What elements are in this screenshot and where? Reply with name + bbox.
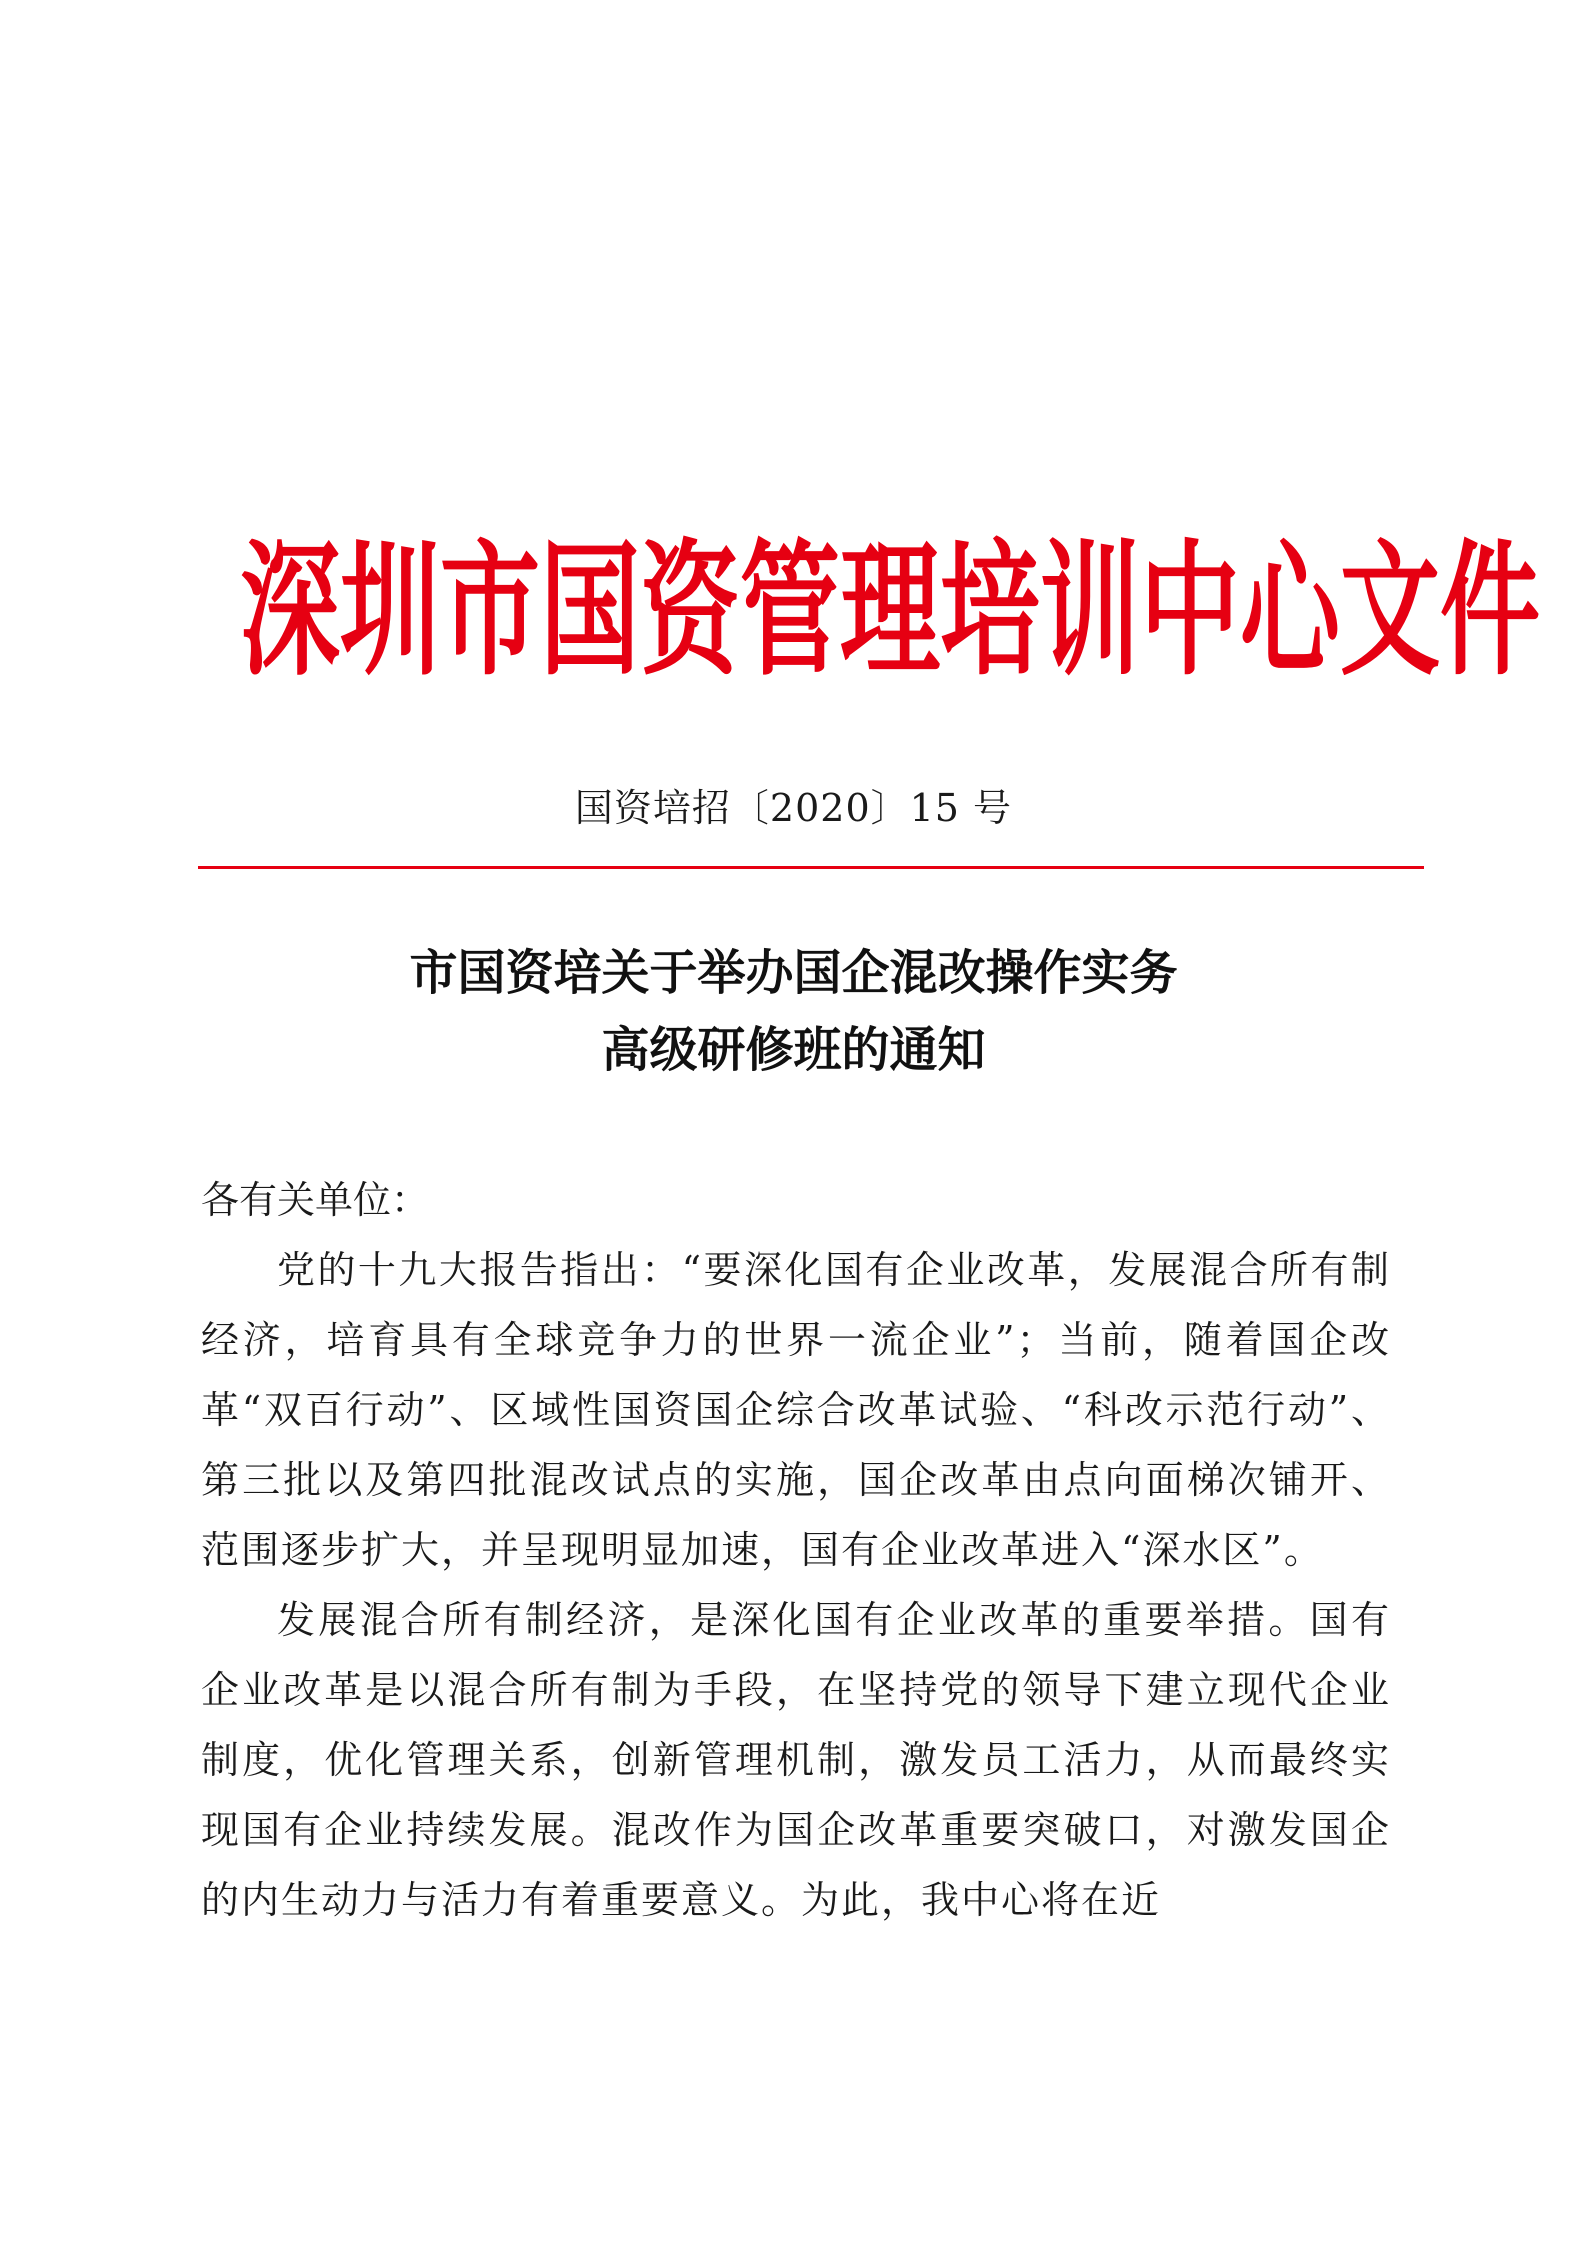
notice-title-line-2: 高级研修班的通知 <box>601 1022 986 1078</box>
body-paragraph-2: 发展混合所有制经济，是深化国有企业改革的重要举措。国有企业改革是以混合所有制为手段，在坚持党的领导下建立现代企业制度，优化管理关系，创新管理机制，激发员工活力，从而最终实现国有企业持续发展。混改作为国企改革重要突破口，对激发国企的内生动力与活力有着重要意义。为此，我中心将在近 <box>201 1598 1391 1922</box>
notice-body <box>201 1165 1391 1935</box>
masthead-heading: 深圳市国资管理培训中心文件 <box>240 524 1540 696</box>
salutation: 各有关单位： <box>201 1178 430 1222</box>
red-divider-rule <box>198 866 1424 869</box>
document-number: 国资培招〔2020〕15 号 <box>574 786 1013 830</box>
notice-title-line-1: 市国资培关于举办国企混改操作实务 <box>409 945 1178 1001</box>
body-paragraph-1: 党的十九大报告指出：“要深化国有企业改革，发展混合所有制经济，培育具有全球竞争力的世界一流企业”；当前，随着国企改革“双百行动”、区域性国资国企综合改革试验、“科改示范行动”、第三批以及第四批混改试点的实施，国企改革由点向面梯次铺开、范围逐步扩大，并呈现明显加速，国有企业改革进入“深水区”。 <box>201 1248 1391 1572</box>
